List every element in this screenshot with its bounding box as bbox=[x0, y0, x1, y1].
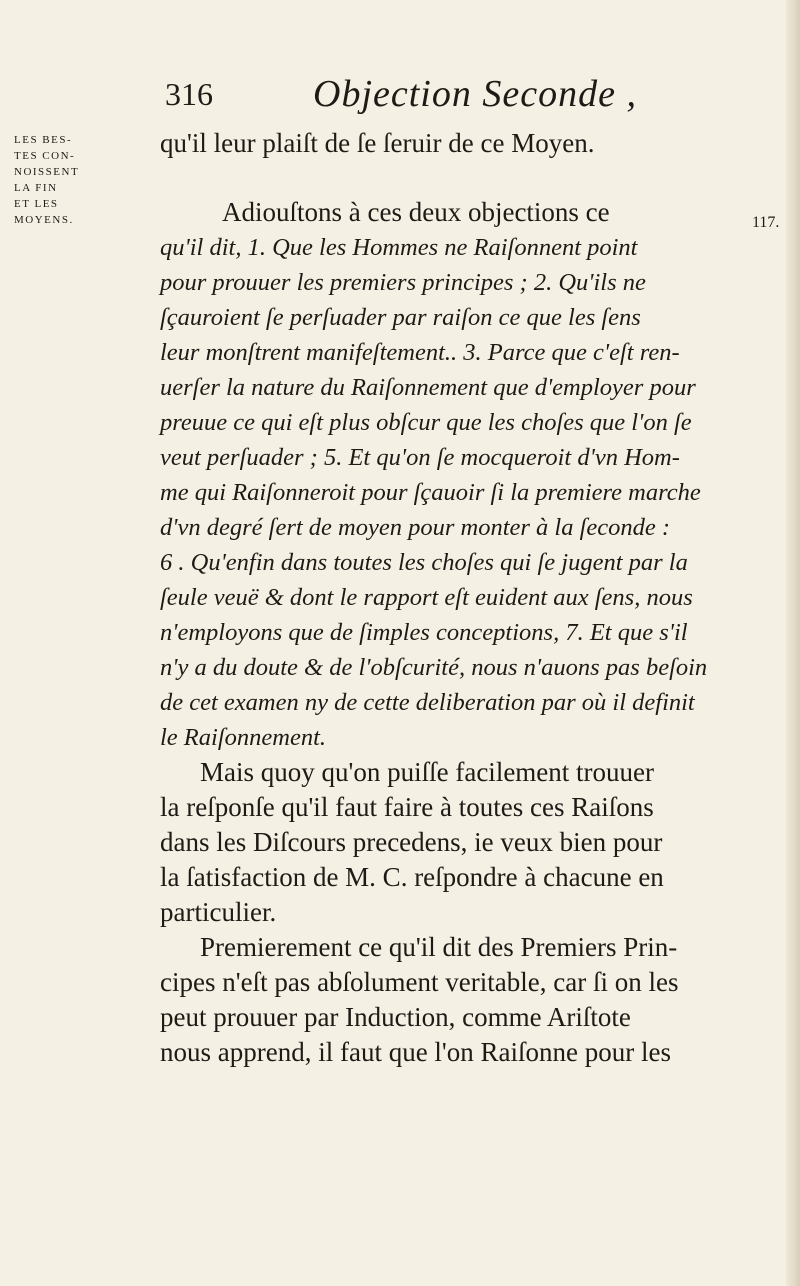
text-line: d'vn degré ſert de moyen pour monter à la ſeconde : bbox=[160, 514, 671, 541]
page-edge bbox=[786, 0, 800, 1286]
text-line: leur monſtrent manifeſtement.. 3. Parce que c'eſt ren- bbox=[160, 339, 680, 366]
text-line: pour prouuer les premiers principes ; 2. Qu'ils ne bbox=[160, 269, 646, 296]
margin-note-line: LA FIN bbox=[14, 182, 58, 194]
text-line: Mais quoy qu'on puiſſe facilement trouuer bbox=[200, 757, 655, 787]
page-number: 316 bbox=[165, 76, 213, 112]
text-line: Premierement ce qu'il dit des Premiers Prin- bbox=[200, 932, 678, 962]
side-reference-number: 117. bbox=[752, 214, 780, 231]
text-line: qu'il dit, 1. Que les Hommes ne Raiſonnent point bbox=[160, 234, 638, 261]
running-title: Objection Seconde , bbox=[313, 73, 637, 115]
text-line: peut prouuer par Induction, comme Ariſtote bbox=[160, 1002, 631, 1032]
margin-note bbox=[14, 132, 164, 228]
text-line: me qui Raiſonneroit pour ſçauoir ſi la premiere marche bbox=[160, 479, 701, 506]
margin-note-line: NOISSENT bbox=[14, 166, 80, 178]
text-line: n'y a du doute & de l'obſcurité, nous n'auons pas beſoin bbox=[160, 654, 708, 681]
text-line: ſeule veuë & dont le rapport eſt euident aux ſens, nous bbox=[160, 584, 693, 611]
text-line: de cet examen ny de cette deliberation par où il definit bbox=[160, 689, 695, 716]
margin-note-line: TES CON- bbox=[14, 150, 76, 162]
text-line: preuue ce qui eſt plus obſcur que les choſes que l'on ſe bbox=[160, 409, 692, 436]
blank-line bbox=[160, 161, 770, 195]
text-line: qu'il leur plaiſt de ſe ſeruir de ce Moyen. bbox=[160, 128, 595, 158]
body-text bbox=[160, 126, 770, 1070]
text-line: Adiouſtons à ces deux objections ce bbox=[222, 197, 610, 227]
margin-note-line: LES BES- bbox=[14, 134, 73, 146]
text-line: ſçauroient ſe perſuader par raiſon ce que les ſens bbox=[160, 304, 641, 331]
page-header bbox=[165, 72, 685, 118]
text-line: le Raiſonnement. bbox=[160, 724, 327, 751]
margin-note-line: ET LES bbox=[14, 198, 59, 210]
text-line: n'employons que de ſimples conceptions, 7. Et que s'il bbox=[160, 619, 688, 646]
text-line: uerſer la nature du Raiſonnement que d'employer pour bbox=[160, 374, 696, 401]
text-line: dans les Diſcours precedens, ie veux bien pour bbox=[160, 827, 663, 857]
margin-note-line: MOYENS. bbox=[14, 214, 74, 226]
text-line: la ſatisfaction de M. C. reſpondre à chacune en bbox=[160, 862, 664, 892]
text-line: la reſponſe qu'il faut faire à toutes ces Raiſons bbox=[160, 792, 654, 822]
text-line: nous apprend, il faut que l'on Raiſonne pour les bbox=[160, 1037, 672, 1067]
text-line: cipes n'eſt pas abſolument veritable, car ſi on les bbox=[160, 967, 679, 997]
text-line: veut perſuader ; 5. Et qu'on ſe mocqueroit d'vn Hom- bbox=[160, 444, 680, 471]
text-line: particulier. bbox=[160, 897, 277, 927]
text-line: 6 . Qu'enfin dans toutes les choſes qui ſe jugent par la bbox=[160, 549, 688, 576]
